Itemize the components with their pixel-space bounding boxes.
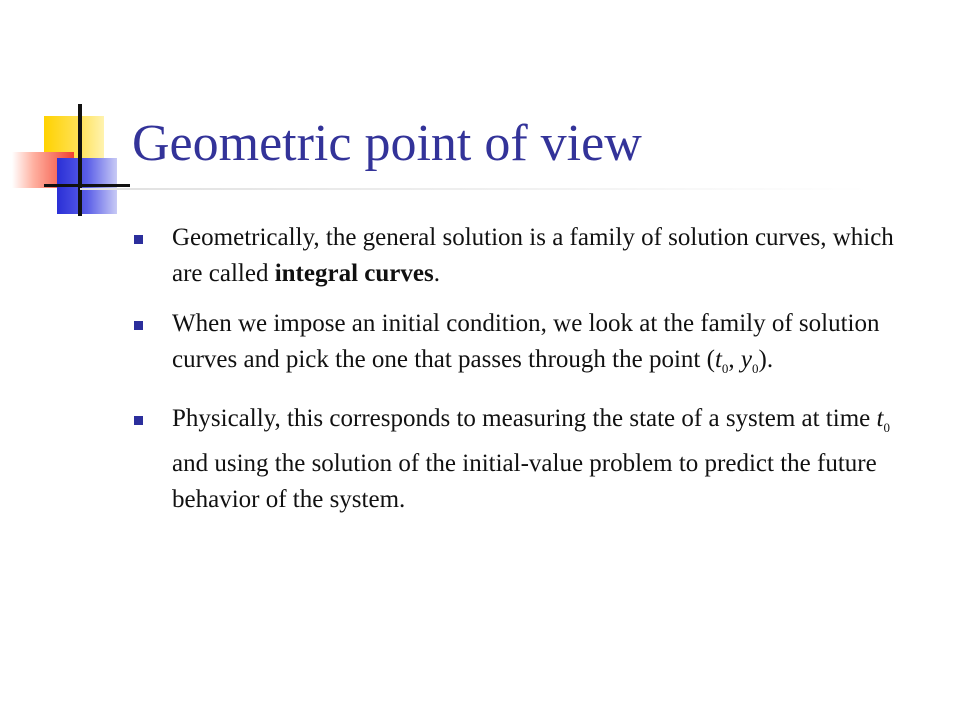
bullet-list [132,220,922,532]
bullet-text: When we impose an initial condition, we look at the family of solution curves and pick the one that passes through the point [172,310,880,373]
bullet-text: Physically, this corresponds to measuring the state of a system at time [172,405,877,432]
square-bullet-icon [134,416,143,425]
math-separator: , [728,346,741,373]
bullet-text-end: . [433,260,440,287]
math-sub-t: 0 [883,420,890,435]
math-sub-t: 0 [721,361,729,376]
square-bullet-icon [134,321,143,330]
bullet-item [132,306,922,387]
point-expression: ($t_0$, $y_0$) [706,346,767,376]
bullet-bold-term: integral curves [274,260,434,287]
bullet-item [132,220,922,292]
slide-title: Geometric point of view [132,115,642,172]
math-var-t: t [876,405,884,432]
math-var-t: t [714,346,722,373]
overlapping-squares-logo-icon [0,0,140,230]
bullet-text: Geometrically, the general solution is a family of solution curves, which are called [172,224,894,287]
time-expression [876,405,890,435]
title-divider [80,188,870,190]
square-bullet-icon [134,235,143,244]
bullet-text-end: . [766,346,774,373]
bullet-item [132,401,922,518]
math-var-y: y [740,346,752,373]
vertical-line-icon [78,104,82,216]
math-sub-y: 0 [752,361,759,376]
bullet-text-end: and using the solution of the initial-value problem to predict the future behavior of the system. [172,450,877,513]
horizontal-line-icon [44,184,130,187]
